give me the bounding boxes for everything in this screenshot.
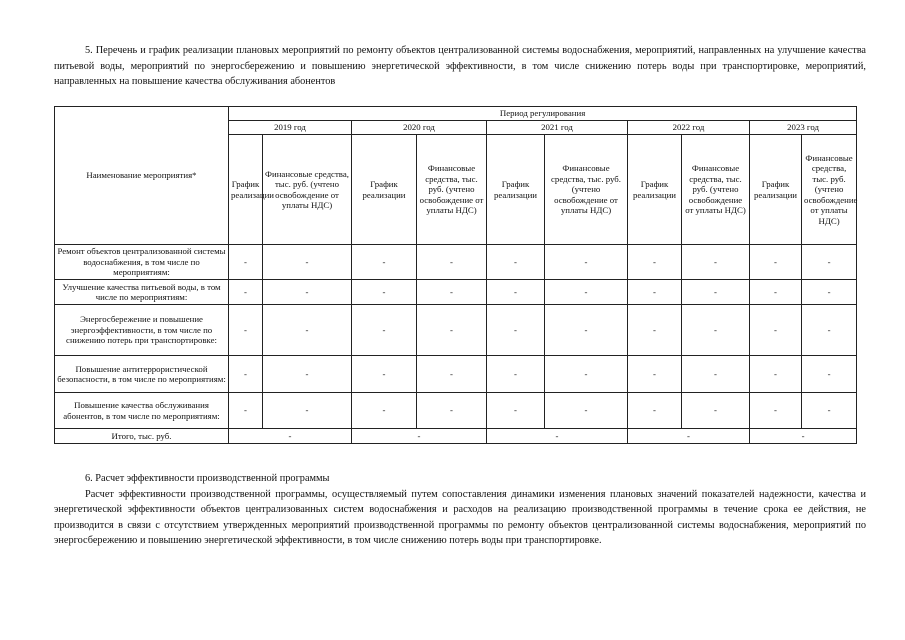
cell: -	[682, 393, 750, 429]
cell: -	[545, 280, 628, 305]
cell: -	[802, 305, 857, 356]
cell: -	[229, 305, 263, 356]
cell: -	[487, 305, 545, 356]
table-row	[55, 393, 857, 429]
section-6	[54, 471, 866, 549]
total-cell: -	[487, 429, 628, 444]
finance-header: Финансовые средства, тыс. руб. (учтено освобождение от уплаты НДС)	[263, 135, 352, 245]
cell: -	[263, 393, 352, 429]
cell: -	[417, 393, 487, 429]
cell: -	[628, 393, 682, 429]
cell: -	[802, 245, 857, 280]
cell: -	[263, 245, 352, 280]
schedule-header: График реализации	[229, 135, 263, 245]
header-row-period	[55, 107, 857, 121]
table-row	[55, 245, 857, 280]
cell: -	[545, 305, 628, 356]
period-header: Период регулирования	[229, 107, 857, 121]
cell: -	[417, 356, 487, 393]
section-6-heading: 6. Расчет эффективности производственной программы	[85, 473, 330, 484]
schedule-header: График реализации	[352, 135, 417, 245]
year-header: 2022 год	[628, 121, 750, 135]
cell: -	[417, 245, 487, 280]
cell: -	[352, 280, 417, 305]
cell: -	[352, 393, 417, 429]
cell: -	[263, 305, 352, 356]
table-row	[55, 356, 857, 393]
cell: -	[802, 280, 857, 305]
cell: -	[545, 356, 628, 393]
cell: -	[229, 393, 263, 429]
cell: -	[263, 356, 352, 393]
cell: -	[802, 393, 857, 429]
row-name: Повышение антитеррористической безопасности, в том числе по мероприятиям:	[55, 356, 229, 393]
total-cell: -	[352, 429, 487, 444]
cell: -	[628, 305, 682, 356]
cell: -	[802, 356, 857, 393]
cell: -	[487, 280, 545, 305]
cell: -	[417, 305, 487, 356]
finance-header: Финансовые средства, тыс. руб. (учтено освобождение от уплаты НДС)	[802, 135, 857, 245]
year-header: 2021 год	[487, 121, 628, 135]
finance-header: Финансовые средства, тыс. руб. (учтено освобождение от уплаты НДС)	[417, 135, 487, 245]
cell: -	[352, 245, 417, 280]
activities-table	[54, 106, 857, 444]
cell: -	[628, 280, 682, 305]
cell: -	[750, 245, 802, 280]
total-cell: -	[750, 429, 857, 444]
cell: -	[352, 356, 417, 393]
cell: -	[682, 245, 750, 280]
section-6-paragraph: Расчет эффективности производственной программы, осуществляемый путем сопоставления динамики изменения плановых значений показателей надежности, качества и энергетической эффективности объектов централизованных систем водоснабжения и расходов на реализацию производственной программы в течение срока ее действия, не производится в связи с отсутствием утвержденных мероприятий производственной программы по ремонту объектов централизованной системы водоснабжения, мероприятий по энергосбережению и повышению энергетической эффективности, в том числе снижению потерь воды при транспортировке.	[54, 488, 866, 546]
cell: -	[628, 356, 682, 393]
cell: -	[750, 280, 802, 305]
cell: -	[750, 356, 802, 393]
cell: -	[263, 280, 352, 305]
cell: -	[487, 393, 545, 429]
name-column-header: Наименование мероприятия*	[55, 107, 229, 245]
cell: -	[682, 305, 750, 356]
cell: -	[750, 393, 802, 429]
table-row	[55, 305, 857, 356]
total-row	[55, 429, 857, 444]
section-5-paragraph: 5. Перечень и график реализации плановых мероприятий по ремонту объектов централизованной системы водоснабжения, мероприятий, направленных на улучшение качества питьевой воды, мероприятий по энергосбережению и повышению энергетической эффективности, в том числе снижению потерь воды при транспортировке, мероприятий, направленных на повышение качества обслуживания абонентов	[54, 45, 866, 87]
row-name: Энергосбережение и повышение энергоэффективности, в том числе по снижению потерь при транспортировке:	[55, 305, 229, 356]
cell: -	[545, 393, 628, 429]
total-cell: -	[628, 429, 750, 444]
schedule-header: График реализации	[487, 135, 545, 245]
total-cell: -	[229, 429, 352, 444]
cell: -	[628, 245, 682, 280]
row-name: Повышение качества обслуживания абонентов, в том числе по мероприятиям:	[55, 393, 229, 429]
cell: -	[750, 305, 802, 356]
row-name: Ремонт объектов централизованной системы водоснабжения, в том числе по мероприятиям:	[55, 245, 229, 280]
total-label: Итого, тыс. руб.	[55, 429, 229, 444]
finance-header: Финансовые средства, тыс. руб. (учтено освобождение от уплаты НДС)	[682, 135, 750, 245]
schedule-header: График реализации	[628, 135, 682, 245]
cell: -	[417, 280, 487, 305]
finance-header: Финансовые средства, тыс. руб. (учтено освобождение от уплаты НДС)	[545, 135, 628, 245]
cell: -	[229, 245, 263, 280]
cell: -	[545, 245, 628, 280]
cell: -	[487, 245, 545, 280]
year-header: 2023 год	[750, 121, 857, 135]
cell: -	[352, 305, 417, 356]
cell: -	[682, 280, 750, 305]
year-header: 2019 год	[229, 121, 352, 135]
row-name: Улучшение качества питьевой воды, в том числе по мероприятиям:	[55, 280, 229, 305]
cell: -	[229, 280, 263, 305]
table-row	[55, 280, 857, 305]
year-header: 2020 год	[352, 121, 487, 135]
cell: -	[229, 356, 263, 393]
cell: -	[487, 356, 545, 393]
schedule-header: График реализации	[750, 135, 802, 245]
cell: -	[682, 356, 750, 393]
